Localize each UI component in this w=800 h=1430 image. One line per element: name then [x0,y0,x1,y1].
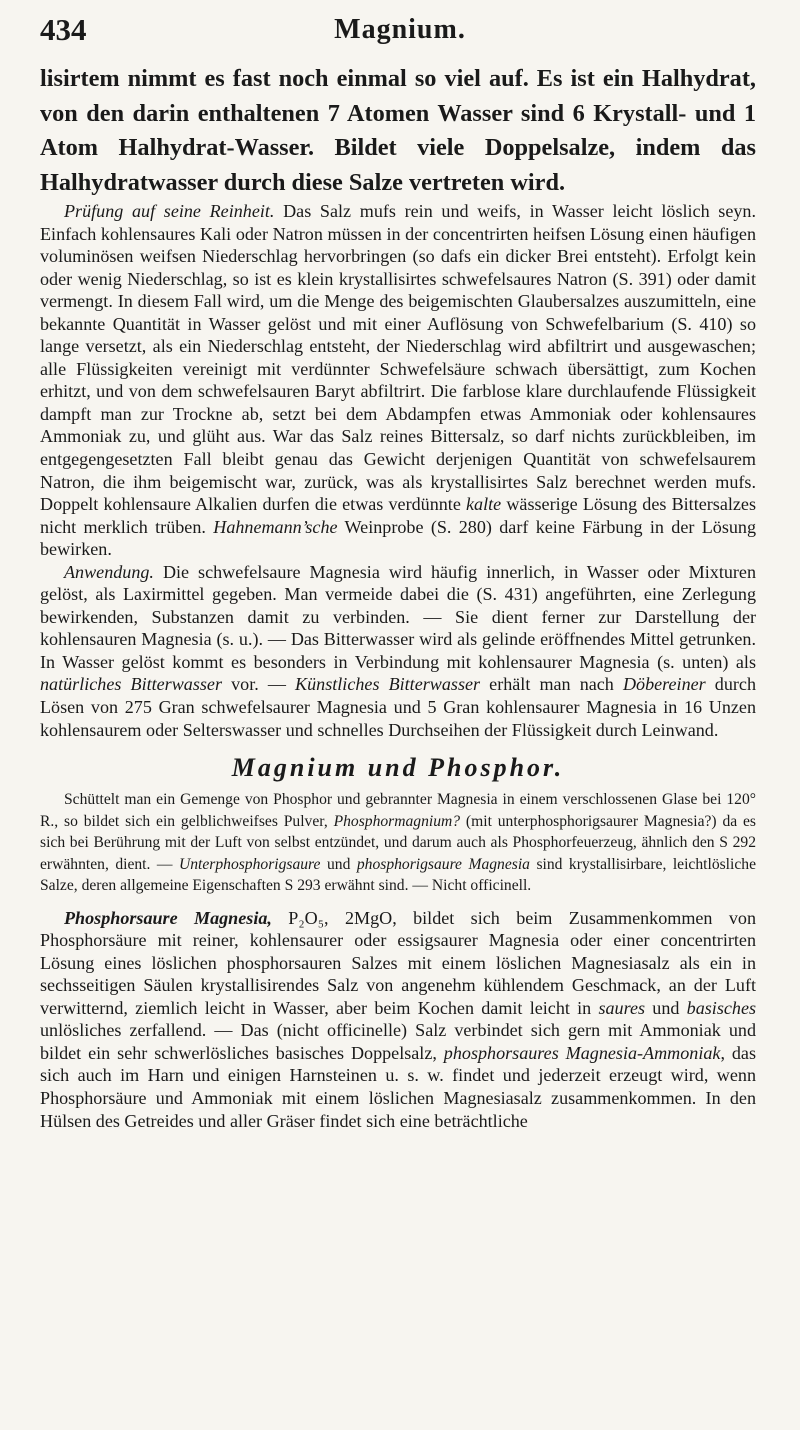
anwendung-text-4: durch Lösen von 275 Gran schwefelsaurer Magnesia und 5 Gran kohlensaurer Magnesia in 16 Unzen kohlensaurem oder Selterswasser und schnelles Durchseihen der Flüssigkeit durch Leinwand. [40,674,756,740]
small-em-3: phosphorigsaure Magnesia [356,855,530,873]
paragraph-gap [40,897,756,907]
anwendung-heading: Anwendung. [64,561,154,582]
pruefung-em-1: kalte [466,494,502,515]
phosphor-em-2: basisches [686,997,757,1018]
anwendung-em-1: natürliches Bitterwasser [40,674,222,695]
pruefung-heading: Prüfung auf seine Reinheit. [64,201,275,221]
page-body [40,62,756,1132]
pruefung-text-3: Weinprobe (S. 280) darf keine Färbung in der Lösung bewirken. [40,516,757,560]
phosphor-text-3: unlösliches zerfallend. — Das (nicht officinelle) Salz verbindet sich gern mit Ammoniak und bildet ein sehr schwerlösliches basisches Doppelsalz, [40,1020,756,1063]
phosphor-em-1: saures [598,997,646,1018]
page-number: 434 [40,12,87,47]
anwendung-text-3: erhält man nach [480,674,623,695]
small-text-4: sind krystallisirbare, leichtlösliche Salze, deren allgemeine Eigenschaften S 293 erwähnt sind. — Nicht officinell. [40,855,756,895]
anwendung-text-1: Die schwefelsaure Magnesia wird häufig innerlich, in Wasser oder Mixturen gelöst, als Laxirmittel gegeben. Man vermeide dabei die (S. 431) angeführten, eine Zerlegung bewirkenden, Substanzen damit zu verbinden. — Sie dient ferner zur Darstellung der kohlensauren Magnesia (s. u.). — Das Bitterwasser wird als gelinde eröffnendes Mittel getrunken. In Wasser gelöst kommt es besonders in Verbindung mit kohlensaurer Magnesia (s. unten) als [40,561,756,672]
anwendung-paragraph [40,561,756,741]
small-print-paragraph [40,789,756,897]
anwendung-text-2: vor. — [222,674,296,695]
phosphor-heading: Phosphorsaure Magnesia, [64,907,272,928]
phosphor-text-4: , das sich auch im Harn und einigen Harnsteinen u. s. w. findet und jederzeit erzeugt wird, wenn Phosphorsäure und Ammoniak mit einem löslichen Magnesiasalz zusammenkommen. In den Hülsen des Getreides und aller Gräser findet sich eine beträchtliche [40,1042,756,1131]
small-text-2: (mit unterphosphorigsaurer Magnesia?) da es sich bei Berührung mit der Luft von selbst entzündet, und darum auch als Phosphorfeuerzeug, ähnlich den S 292 erwähnten, dient. — [40,812,756,873]
running-title: Magnium. [334,14,466,45]
phosphor-em-3: phosphorsaures Magnesia-Ammoniak [443,1042,721,1063]
small-em-1: Phosphormagnium? [333,812,461,830]
pruefung-em-2: Hahnemann’sche [213,516,338,537]
page-header [40,12,760,48]
anwendung-em-3: Döbereiner [622,674,706,695]
phosphor-text-2: und [645,997,687,1018]
pruefung-text-2: wässerige Lösung des Bittersalzes nicht merklich trüben. [40,494,756,537]
section-heading: Magnium und Phosphor. [231,753,565,783]
phosphor-paragraph [40,907,756,1132]
anwendung-em-2: Künstliches Bitterwasser [295,674,481,695]
small-text-3: und [320,855,357,873]
pruefung-paragraph [40,200,756,561]
small-em-2: Unterphosphorigsaure [178,855,321,873]
pruefung-text-1: Das Salz mufs rein und weifs, in Wasser leicht löslich seyn. Einfach kohlensaures Kali oder Natron müssen in der concentrirten heifsen Lösung einen häufigen voluminösen weifsen Niederschlag hervorbringen (so dafs ein dicker Brei entsteht). Erfolgt kein oder wenig Niederschlag, so ist es klein krystallisirtes schwefelsaures Natron (S. 391) oder damit vermengt. In diesem Fall wird, um die Menge des beigemischten Glaubersalzes auszumitteln, eine bekannte Quantität in Wasser gelöst und mit einer Auflösung von Schwefelbarium (S. 410) so lange versetzt, als ein Niederschlag entsteht, der Niederschlag wird abfiltrirt und ausgewaschen; alle Flüssigkeiten vereinigt mit verdünnter Schwefelsäure schwach übersättigt, zum Kochen erhitzt, und von dem schwefelsauren Baryt abfiltrirt. Die farblose klare durchlaufende Flüssigkeit dampft man zur Trockne ab, setzt bei dem Abdampfen etwas Ammoniak oder kohlensaures Ammoniak zu, und glüht aus. War das Salz reines Bittersalz, so darf nichts zurückbleiben, im entgegengesetzten Fall bleibt genau das Gewicht derjenigen Quantität von schwefelsaurem Natron, die ihm beigemischt war, zurück, was als krystallisirtes Salz berechnet werden mufs. Doppelt kohlensaure Alkalien durfen die etwas verdünnte [40,201,756,515]
small-text-1: Schüttelt man ein Gemenge von Phosphor und gebrannter Magnesia in einem verschlossenen Glase bei 120° R., so bildet sich ein gelblichweifses Pulver, [40,791,756,830]
intro-paragraph: lisirtem nimmt es fast noch einmal so viel auf. Es ist ein Halhydrat, von den darin enthaltenen 7 Atomen Wasser sind 6 Krystall- und 1 Atom Halhydrat-Wasser. Bildet viele Doppelsalze, indem das Halhydratwasser durch diese Salze vertreten wird. [40,65,756,196]
phosphor-text-1: P₂O₅, 2MgO, bildet sich beim Zusammenkommen von Phosphorsäure mit reiner, kohlensaurer oder essigsaurer Magnesia oder einer concentrirten Lösung eines löslichen phosphorsauren Salzes mit einem löslichen Magnesiasalz als ein in sechsseitigen Säulen krystallisirendes Salz von angenehm kühlendem Geschmack, an der Luft verwitternd, ziemlich leicht in Wasser, aber beim Kochen damit leicht in [40,907,756,1018]
